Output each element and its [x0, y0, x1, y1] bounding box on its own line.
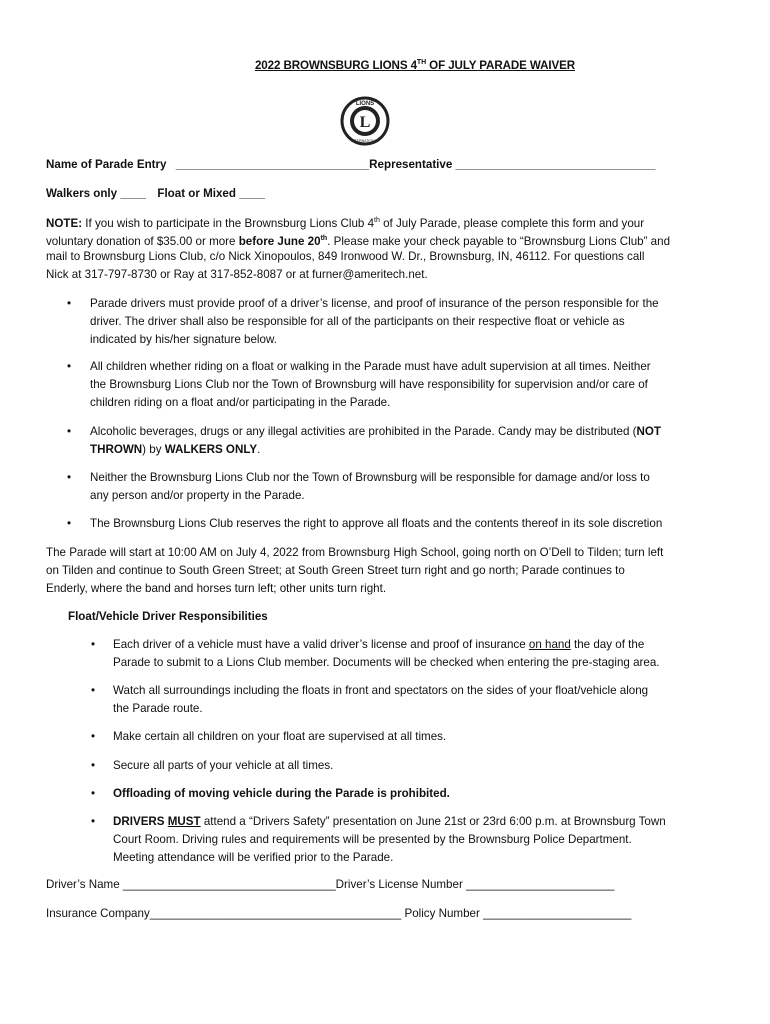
- bullet-icon: •: [67, 360, 72, 373]
- float-mixed-label: Float or Mixed: [157, 187, 236, 200]
- logo-top-text: LIONS: [355, 101, 375, 107]
- list-item: • DRIVERS MUST attend a “Drivers Safety” presentation on June 21st or 23rd 6:00 p.m. at Brownsburg Town Court Room. Driving rules and requirements will be presented by the Brownsburg Police Department. Meeting attendance will be verified prior to the Parade.: [91, 815, 666, 864]
- document-title: 2022 BROWNSBURG LIONS 4TH OF JULY PARADE WAIVER: [254, 59, 576, 72]
- lions-logo: [337, 96, 393, 146]
- list-item: • The Brownsburg Lions Club reserves the right to approve all floats and the contents thereof in its sole discretion: [90, 515, 750, 533]
- bullet-icon: •: [67, 297, 72, 310]
- drivers-license-field[interactable]: _______________________: [466, 878, 615, 891]
- float-mixed-field[interactable]: ____: [239, 187, 265, 200]
- drivers-name-field[interactable]: _________________________________: [122, 878, 336, 891]
- drivers-name-label: Driver’s Name: [46, 878, 120, 891]
- representative-field[interactable]: _______________________________: [455, 158, 656, 171]
- bullet-icon: •: [91, 815, 96, 828]
- bullet-icon: •: [91, 730, 96, 743]
- list-item: • Make certain all children on your float are supervised at all times.: [113, 728, 733, 746]
- insurance-company-label: Insurance Company: [46, 907, 150, 920]
- bullet-icon: •: [67, 517, 72, 530]
- list-item: • Alcoholic beverages, drugs or any illegal activities are prohibited in the Parade. Candy may be distributed (NOT THROWN) by WALKERS ONLY.: [67, 425, 661, 456]
- driver-signature-line: [46, 876, 736, 894]
- list-item: • All children whether riding on a float or walking in the Parade must have adult supervision at all times. Neither the Brownsburg Lions Club nor the Town of Brownsburg will have responsibility for supervision and/or care of children riding on a float and/or participating in the Parade.: [67, 360, 651, 409]
- parade-entry-field[interactable]: ______________________________: [175, 158, 370, 171]
- bullet-icon: •: [91, 684, 96, 697]
- list-item: • Watch all surroundings including the floats in front and spectators on the sides of your float/vehicle along the Parade route.: [91, 684, 649, 715]
- logo-letter: L: [359, 114, 371, 131]
- insurance-company-field[interactable]: _______________________________________: [149, 907, 402, 920]
- bullet-icon: •: [91, 638, 96, 651]
- walkers-only-label: Walkers only: [46, 187, 118, 200]
- list-item: • Neither the Brownsburg Lions Club nor the Town of Brownsburg will be responsible for damage and/or loss to any person and/or property in the Parade.: [67, 471, 650, 502]
- bullet-icon: •: [67, 471, 72, 484]
- bullet-icon: •: [91, 759, 96, 772]
- parade-entry-label: Name of Parade Entry: [46, 158, 167, 171]
- driver-responsibilities-heading: Float/Vehicle Driver Responsibilities: [68, 610, 268, 623]
- walkers-line: [46, 187, 265, 200]
- entry-line: [46, 158, 655, 171]
- bullet-icon: •: [67, 425, 72, 438]
- list-item: • Each driver of a vehicle must have a valid driver’s license and proof of insurance on hand the day of the Parade to submit to a Lions Club member. Documents will be checked when entering the pre-staging area.: [91, 638, 660, 669]
- list-item: • Parade drivers must provide proof of a driver’s license, and proof of insurance of the person responsible for the driver. The driver shall also be responsible for all of the participants on their respective float or vehicle as indicated by his/her signature below.: [67, 297, 659, 346]
- policy-number-field[interactable]: _______________________: [479, 907, 632, 920]
- insurance-line: [46, 905, 736, 923]
- walkers-only-field[interactable]: ____: [120, 187, 147, 200]
- list-item: • Offloading of moving vehicle during the Parade is prohibited.: [113, 785, 733, 803]
- bullet-icon: •: [91, 787, 96, 800]
- list-item: • Secure all parts of your vehicle at all times.: [113, 757, 733, 775]
- policy-number-label: Policy Number: [401, 907, 480, 920]
- representative-label: Representative: [369, 158, 453, 171]
- waiver-page: 2022 BROWNSBURG LIONS 4TH OF JULY PARADE WAIVER L LIONS INTERNATIONAL Name of Parade Entry ______________________________Representative _______________________________ Walkers only ____ Float or Mixed ____ NOTE: If you wish to participate in the Brownsburg Lions Club 4th of July Parade, please complete this form and your voluntary donation of $35.00 or more before June 20th. Please make your check payable to “Brownsburg Lions Club” and mail to Brownsburg Lions Club, c/o Nick Xinopoulos, 849 Ironwood W. Dr., Brownsburg, IN, 46112. For questions call Nick at 317-797-8730 or Ray at 317-852-8087 or at furner@ameritech.net. • Parade drivers must provide proof of a driver’s license, and proof of insurance of the person responsible for the driver. The driver shall also be responsible for all of the participants on their respective float or vehicle as indicated by his/her signature below. • All children whether riding on a float or walking in the Parade must have adult supervision at all times. Neither the Brownsburg Lions Club nor the Town of Brownsburg will have responsibility for supervision and/or care of children riding on a float and/or participating in the Parade. • Alcoholic beverages, drugs or any illegal activities are prohibited in the Parade. Candy may be distributed (NOT THROWN) by WALKERS ONLY. • Neither the Brownsburg Lions Club nor the Town of Brownsburg will be responsible for damage and/or loss to any person and/or property in the Parade. • The Brownsburg Lions Club reserves the right to approve all floats and the contents thereof in its sole discretion The Parade will start at 10:00 AM on July 4, 2022 from Brownsburg High School, going north on O’Dell to Tilden; turn left on Tilden and continue to South Green Street; at South Green Street turn right and go north; Parade continues to Enderly, where the band and horses turn left; other units turn right. Float/Vehicle Driver Responsibilities • Each driver of a vehicle must have a valid driver’s license and proof of insurance on hand the day of the Parade to submit to a Lions Club member. Documents will be checked when entering the pre-staging area. • Watch all surroundings including the floats in front and spectators on the sides of your float/vehicle along the Parade route. • Make certain all children on your float are supervised at all times. • Secure all parts of your vehicle at all times. • Offloading of moving vehicle during the Parade is prohibited. • DRIVERS MUST attend a “Drivers Safety” presentation on June 21st or 23rd 6:00 p.m. at Brownsburg Town Court Room. Driving rules and requirements will be presented by the Brownsburg Police Department. Meeting attendance will be verified prior to the Parade. Driver’s Name _________________________________Driver’s License Number _______________________ Insurance Company_______________________________________ Policy Number _______________________: [0, 0, 770, 1024]
- logo-bottom-text: INTERNATIONAL: [351, 139, 379, 143]
- drivers-license-label: Driver’s License Number: [335, 878, 463, 891]
